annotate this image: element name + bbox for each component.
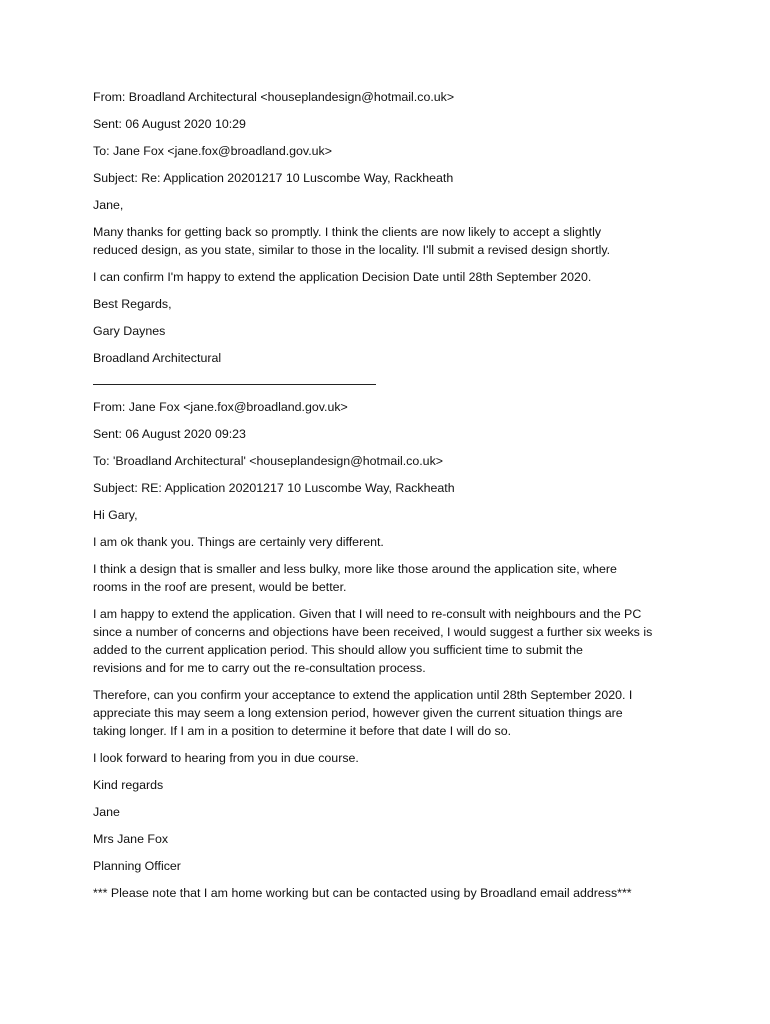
email2-paragraph-4-line: Therefore, can you confirm your acceptance to extend the application until 28th September 2020. I — [93, 688, 633, 702]
email2-to: To: 'Broadland Architectural' <houseplandesign@hotmail.co.uk> — [93, 454, 444, 468]
email2-sent: Sent: 06 August 2020 09:23 — [93, 427, 246, 441]
email2-paragraph-5: I look forward to hearing from you in due course. — [93, 751, 359, 765]
email1-from: From: Broadland Architectural <houseplandesign@hotmail.co.uk> — [93, 90, 455, 104]
email1-paragraph-1 — [93, 223, 693, 259]
email1-sender-name: Gary Daynes — [93, 324, 166, 338]
email2-greeting: Hi Gary, — [93, 508, 138, 522]
email1-paragraph-1-line: Many thanks for getting back so promptly. I think the clients are now likely to accept a slightly — [93, 225, 602, 239]
email2-paragraph-4-line: appreciate this may seem a long extension period, however given the current situation things are — [93, 706, 623, 720]
email1-sender-company: Broadland Architectural — [93, 351, 222, 365]
email2-paragraph-4-line: taking longer. If I am in a position to determine it before that date I will do so. — [93, 724, 512, 738]
email2-sender-first-name: Jane — [93, 805, 120, 819]
email1-greeting: Jane, — [93, 198, 124, 212]
email2-from: From: Jane Fox <jane.fox@broadland.gov.uk> — [93, 400, 348, 414]
email2-paragraph-3-line: I am happy to extend the application. Given that I will need to re-consult with neighbours and the PC — [93, 607, 642, 621]
email2-sender-title: Planning Officer — [93, 859, 181, 873]
email2-paragraph-3 — [93, 605, 693, 677]
email1-sent: Sent: 06 August 2020 10:29 — [93, 117, 246, 131]
email2-paragraph-3-line: added to the current application period. This should allow you sufficient time to submit the — [93, 643, 583, 657]
email2-paragraph-2-line: I think a design that is smaller and less bulky, more like those around the application site, where — [93, 562, 617, 576]
email1-to: To: Jane Fox <jane.fox@broadland.gov.uk> — [93, 144, 332, 158]
email2-home-working-note: *** Please note that I am home working but can be contacted using by Broadland email address*** — [93, 886, 632, 900]
email1-paragraph-2: I can confirm I'm happy to extend the application Decision Date until 28th September 2020. — [93, 270, 592, 284]
email2-paragraph-4 — [93, 686, 693, 740]
email1-subject: Subject: Re: Application 20201217 10 Luscombe Way, Rackheath — [93, 171, 454, 185]
email2-paragraph-1: I am ok thank you. Things are certainly very different. — [93, 535, 384, 549]
email2-paragraph-2 — [93, 560, 693, 596]
email2-subject: Subject: RE: Application 20201217 10 Luscombe Way, Rackheath — [93, 481, 455, 495]
email2-paragraph-2-line: rooms in the roof are present, would be better. — [93, 580, 347, 594]
email1-signoff: Best Regards, — [93, 297, 172, 311]
email1-paragraph-1-line: reduced design, as you state, similar to those in the locality. I'll submit a revised design shortly. — [93, 243, 611, 257]
email2-paragraph-3-line: revisions and for me to carry out the re-consultation process. — [93, 661, 426, 675]
email-separator — [93, 384, 376, 385]
email2-sender-full-name: Mrs Jane Fox — [93, 832, 169, 846]
email2-paragraph-3-line: since a number of concerns and objections have been received, I would suggest a further six weeks is — [93, 625, 653, 639]
email2-signoff: Kind regards — [93, 778, 164, 792]
email-thread — [93, 88, 693, 911]
